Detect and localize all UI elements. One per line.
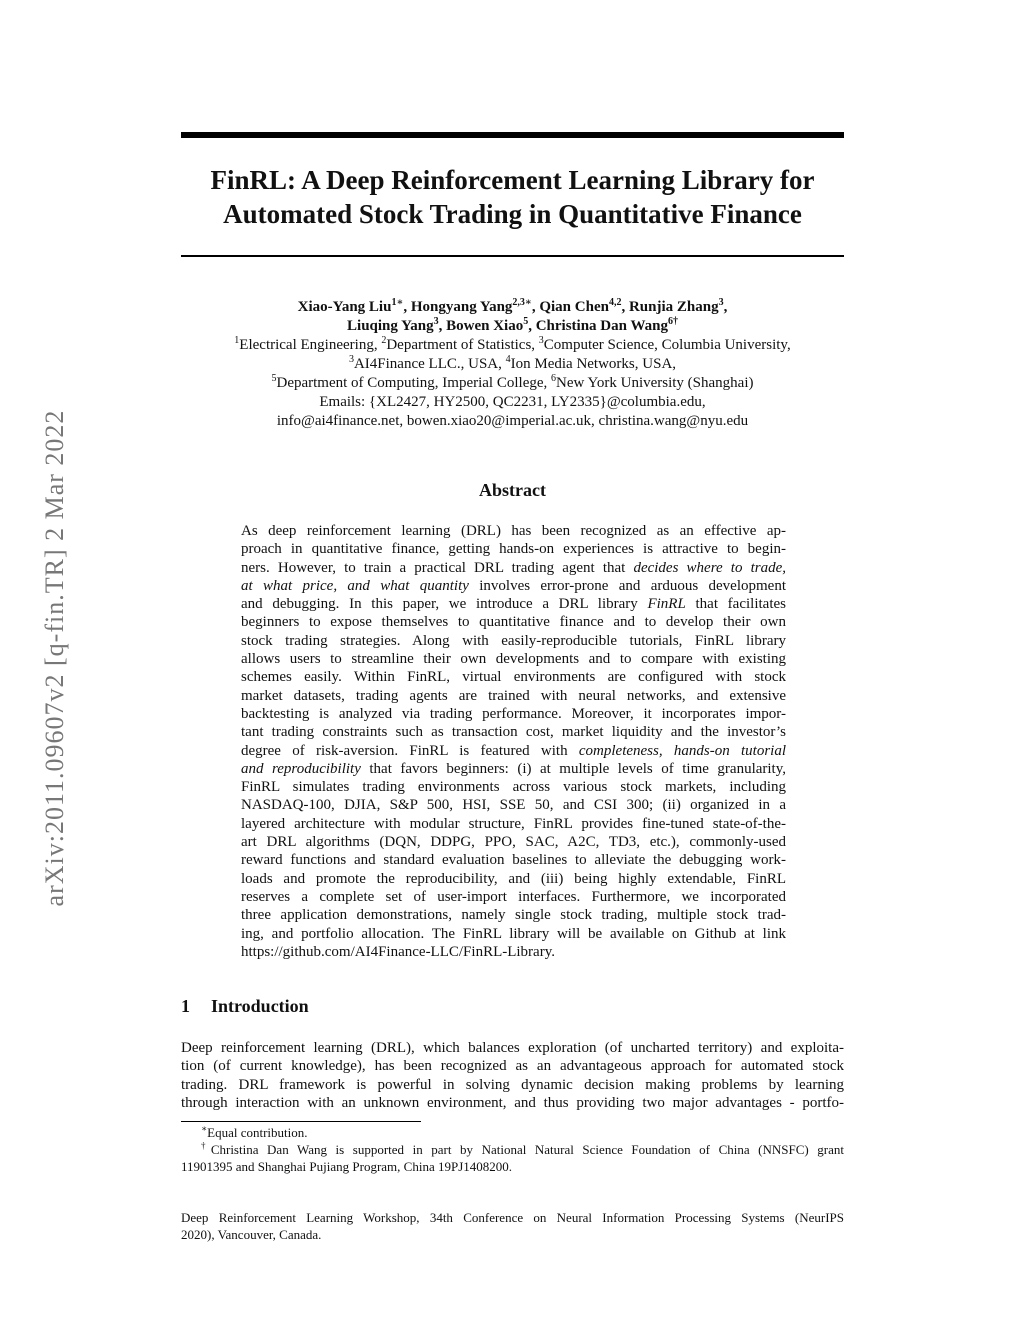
footnote-2: †Christina Dan Wang is supported in part by National Natural Science Foundation of China (NNSFC) grant (201, 1140, 845, 1157)
abstract-emphasis: decides where to trade, (633, 559, 786, 576)
abstract-heading: Abstract (479, 480, 546, 500)
affiliation-line-1: $^1$Electrical Engineering, $^2$Department of Statistics, $^3$Computer Science, Columbia University, (234, 335, 791, 353)
section-heading-introduction (181, 996, 309, 1017)
section-title: Introduction (211, 996, 309, 1016)
emails-line-1: Emails: {XL2427, HY2500, QC2231, LY2335}@columbia.edu, (319, 394, 706, 410)
abstract-line: layered architecture with modular structure, FinRL provides fine-tuned state-of-the- (241, 815, 786, 832)
author-affil: 5 (523, 316, 529, 327)
abstract-line: FinRL simulates trading environments across various stock markets, including (241, 779, 786, 796)
abstract-line: backtesting is analyzed via trading performance. Moreover, it incorporates impor- (241, 705, 786, 722)
author-name: Christina Dan Wang (535, 318, 668, 334)
abstract-line: and debugging. In this paper, we introduce a DRL library FinRL that facilitates (241, 596, 786, 613)
abstract-line: ing, and portfolio allocation. The FinRL library will be available on Github at link (241, 925, 786, 942)
author-name: Runjia Zhang (628, 299, 719, 315)
author-name: Bowen Xiao (446, 318, 524, 334)
author-block (181, 298, 844, 431)
author-affil: 3 (718, 297, 724, 308)
author-affil: 6† (667, 316, 678, 327)
abstract-line: stock trading strategies. Along with easily-reproducible tutorials, FinRL library (241, 632, 786, 649)
author-name: Qian Chen (539, 299, 609, 315)
author-line-1: Xiao-Yang Liu$^{1∗}$, Hongyang Yang$^{2,3∗}$, Qian Chen$^{4,2}$, Runjia Zhang$^3$, (297, 297, 728, 315)
author-affil: 4,2 (608, 297, 622, 308)
abstract-line: reserves a complete set of user-import interfaces. Furthermore, we incorporated (241, 888, 786, 905)
abstract-line: art DRL algorithms (DQN, DDPG, PPO, SAC, A2C, TD3, etc.), commonly-used (241, 834, 786, 851)
title-line-2: Automated Stock Trading in Quantitative Finance (223, 199, 802, 229)
footnotes (181, 1124, 844, 1175)
abstract-line: and reproducibility that favors beginners: (i) at multiple levels of time granularity, (241, 760, 786, 777)
abstract-body (241, 522, 786, 961)
venue-line-2: 2020), Vancouver, Canada. (181, 1227, 322, 1242)
abstract-line: allows users to streamline their own developments and to compare with existing (241, 651, 786, 668)
abstract-line: As deep reinforcement learning (DRL) has been recognized as an effective ap- (241, 523, 786, 539)
intro-line: Deep reinforcement learning (DRL), which balances exploration (of uncharted territory) and exploita- (181, 1040, 844, 1056)
abstract-emphasis: FinRL (647, 596, 686, 613)
abstract-line: schemes easily. Within FinRL, virtual environments are configured with stock (241, 669, 786, 686)
abstract-line: loads and promote the reproducibility, and (iii) being highly extendable, FinRL (241, 870, 786, 887)
abstract-line: degree of risk-aversion. FinRL is featured with completeness, hands-on tutorial (241, 742, 786, 759)
author-affil: 3 (433, 316, 439, 327)
abstract-line-link[interactable]: https://github.com/AI4Finance-LLC/FinRL-Library. (241, 943, 555, 960)
abstract-emphasis: at what price, and what quantity (241, 577, 469, 594)
title-bottom-rule (181, 255, 844, 257)
footnote-2-continued: 11901395 and Shanghai Pujiang Program, China 19PJ1408200. (181, 1159, 513, 1174)
abstract-line: tant trading constraints such as transaction cost, market liquidity and the investor’s (241, 724, 786, 741)
affiliation-line-3: $^5$Department of Computing, Imperial College, $^6$New York University (Shanghai) (271, 373, 754, 391)
abstract-emphasis: and reproducibility (241, 760, 361, 777)
abstract-line: proach in quantitative finance, getting hands-on experiences is attractive to begin- (241, 541, 786, 558)
abstract-line: at what price, and what quantity involves error-prone and arduous development (241, 577, 786, 594)
abstract-line: reward functions and standard evaluation baselines to alleviate the debugging work- (241, 852, 786, 869)
emails-line-2: info@ai4finance.net, bowen.xiao20@imperial.ac.uk, christina.wang@nyu.edu (276, 413, 749, 429)
author-affil: 1∗ (391, 297, 404, 308)
paper-title (181, 163, 844, 231)
abstract-line: NASDAQ-100, DJIA, S&P 500, HSI, SSE 50, and CSI 300; (ii) organized in a (241, 797, 786, 814)
intro-line: trading. DRL framework is powerful in solving dynamic decision making problems by learning (181, 1076, 844, 1093)
author-line-2: Liuqing Yang$^3$, Bowen Xiao$^5$, Christina Dan Wang$^{6\dagger}$ (347, 316, 678, 334)
venue-note (181, 1209, 844, 1243)
abstract-line: beginners to expose themselves to quantitative finance and to develop their own (241, 614, 786, 631)
intro-line: tion (of current knowledge), has been recognized as an advantageous approach for automated stock (181, 1058, 844, 1075)
introduction-body (181, 1039, 844, 1112)
abstract-emphasis: completeness, hands-on tutorial (578, 742, 786, 759)
title-line-1: FinRL: A Deep Reinforcement Learning Library for (210, 165, 815, 195)
section-number: 1 (181, 996, 190, 1016)
intro-line: through interaction with an unknown environment, and thus providing two major advantages - portfo- (181, 1094, 844, 1111)
abstract-line: market datasets, trading agents are trained with neural networks, and extensive (241, 687, 786, 704)
footnote-1: ∗Equal contribution. (201, 1123, 308, 1140)
abstract-line: three application demonstrations, namely single stock trading, multiple stock trad- (241, 907, 786, 924)
affiliation-line-2: $^3$AI4Finance LLC., USA, $^4$Ion Media Networks, USA, (348, 354, 677, 372)
author-name: Hongyang Yang (410, 299, 513, 315)
footnote-rule (181, 1121, 421, 1122)
title-top-rule (181, 132, 844, 138)
author-affil: 2,3∗ (512, 297, 532, 308)
abstract-line: ners. However, to train a practical DRL trading agent that decides where to trade, (241, 559, 786, 576)
venue-line-1: Deep Reinforcement Learning Workshop, 34th Conference on Neural Information Processing Systems (NeurIPS (181, 1210, 844, 1225)
author-name: Liuqing Yang (347, 318, 434, 334)
arxiv-identifier: arXiv:2011.09607v2 [q-fin.TR] 2 Mar 2022 (40, 409, 69, 907)
author-name: Xiao-Yang Liu (297, 299, 392, 315)
